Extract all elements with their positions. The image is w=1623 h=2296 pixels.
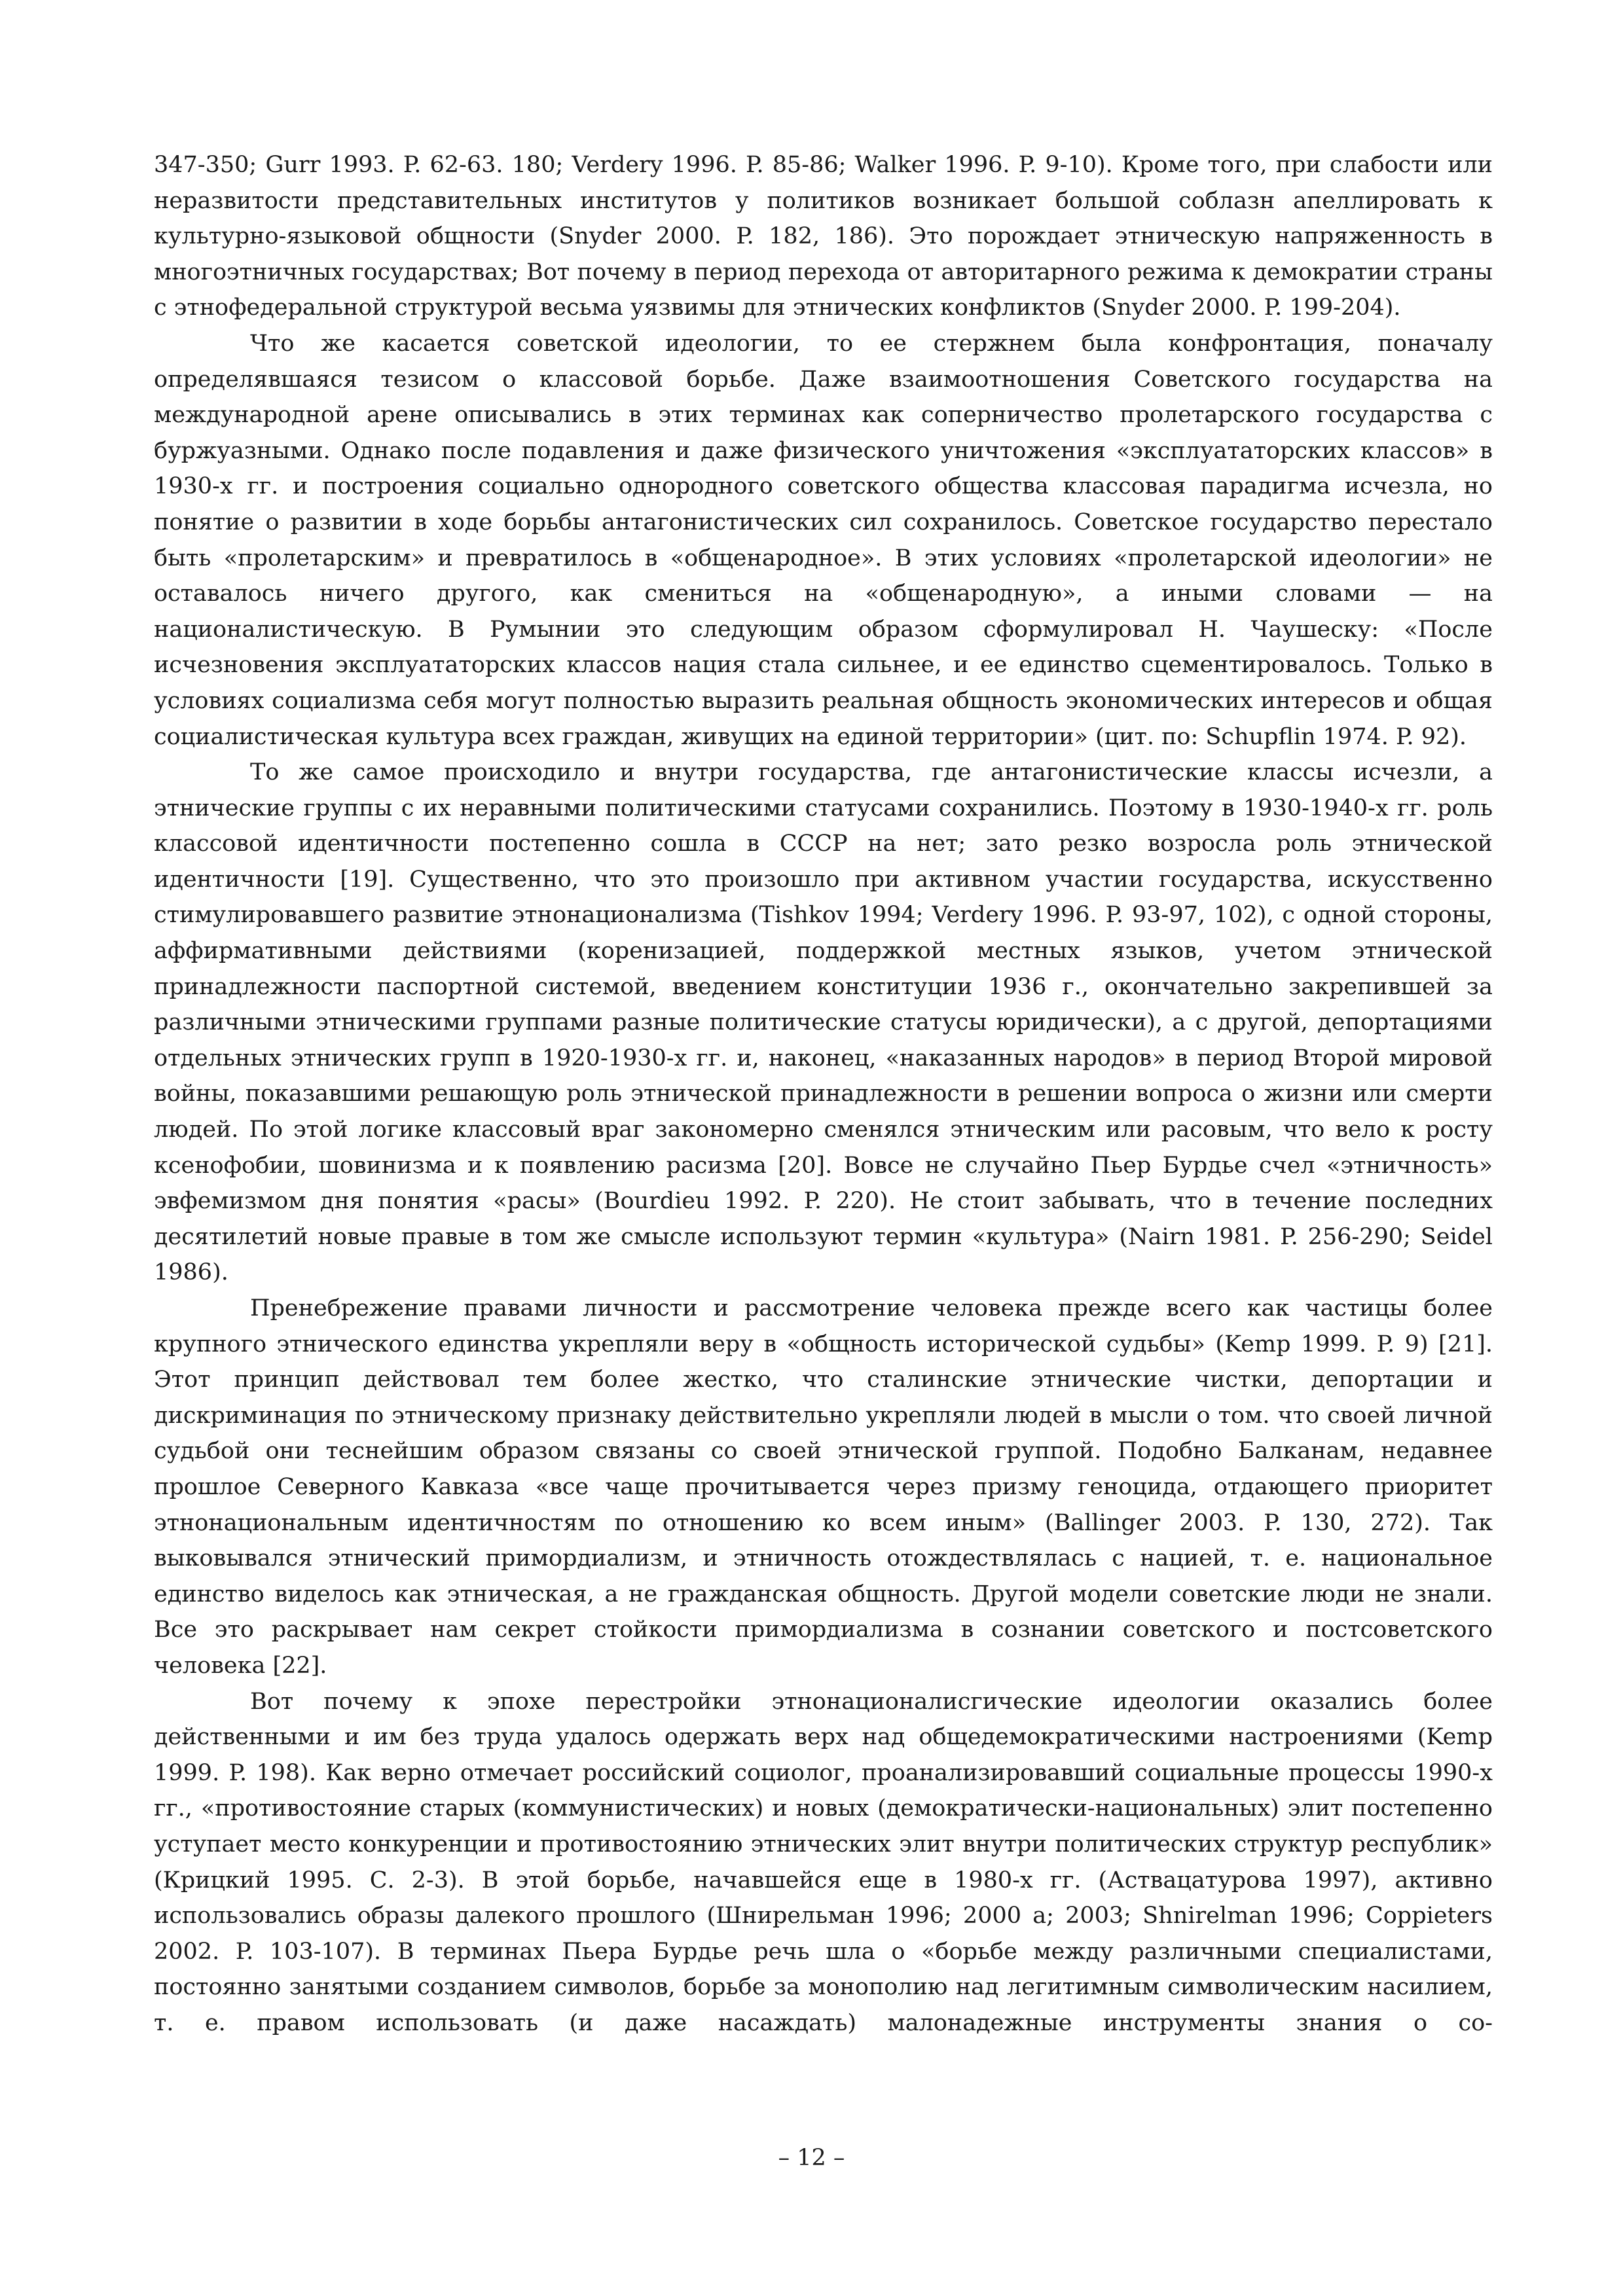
page-number: – 12 –	[778, 2145, 845, 2171]
paragraph-2: Что же касается советской идеологии, то ее стержнем была конфронтация, поначалу определявшаяся тезисом о классовой борьбе. Даже взаимоотношения Советского государства на международной арене описывались в этих терминах как соперничество пролетарского государства с буржуазными. Однако после подавления и даже физического уничтожения «эксплуататорских классов» в 1930-х гг. и построения социально однородного советского общества классовая парадигма исчезла, но понятие о развитии в ходе борьбы антагонистических сил сохранилось. Советское государство перестало быть «пролетарским» и превратилось в «общенародное». В этих условиях «пролетарской идеологии» не оставалось ничего другого, как смениться на «общенародную», а иными словами — на националистическую. В Румынии это следующим образом сформулировал Н. Чаушеску: «После исчезновения эксплуататорских классов нация стала сильнее, и ее единство сцементировалось. Только в условиях социализма себя могут полностью выразить реальная общность экономических интересов и общая социалистическая культура всех граждан, живущих на единой территории» (цит. по: Schupflin 1974. P. 92).	[154, 330, 1493, 750]
paragraph-3: То же самое происходило и внутри государства, где антагонистические классы исчезли, а этнические группы с их неравными политическими статусами сохранились. Поэтому в 1930-1940-х гг. роль классовой идентичности постепенно сошла в СССР на нет; зато резко возросла роль этнической идентичности [19]. Существенно, что это произошло при активном участии государства, искусственно стимулировавшего развитие этнонационализма (Tishkov 1994; Verdery 1996. P. 93-97, 102), с одной стороны, аффирмативными действиями (коренизацией, поддержкой местных языков, учетом этнической принадлежности паспортной системой, введением конституции 1936 г., окончательно закрепившей за различными этническими группами разные политические статусы юридически), а с другой, депортациями отдельных этнических групп в 1920-1930-х гг. и, наконец, «наказанных народов» в период Второй мировой войны, показавшими решающую роль этнической принадлежности в решении вопроса о жизни или смерти людей. По этой логике классовый враг закономерно сменялся этническим или расовым, что вело к росту ксенофобии, шовинизма и к появлению расизма [20]. Вовсе не случайно Пьер Бурдье счел «этничность» эвфемизмом дня понятия «расы» (Bourdieu 1992. P. 220). Не стоит забывать, что в течение последних десятилетий новые правые в том же смысле используют термин «культура» (Nairn 1981. P. 256-290; Seidel 1986).	[154, 759, 1493, 1286]
paragraph-1: 347-350; Gurr 1993. P. 62-63. 180; Verdery 1996. P. 85-86; Walker 1996. P. 9-10). Кроме того, при слабости или неразвитости представительных институтов у политиков возникает большой соблазн апеллировать к культурно-языковой общности (Snyder 2000. P. 182, 186). Это порождает этническую напряженность в многоэтничных государствах; Вот почему в период перехода от авторитарного режима к демократии страны с этнофедеральной структурой весьма уязвимы для этнических конфликтов (Snyder 2000. P. 199-204).	[154, 152, 1493, 321]
document-body	[154, 147, 1493, 2041]
paragraph-4: Пренебрежение правами личности и рассмотрение человека прежде всего как частицы более крупного этнического единства укрепляли веру в «общность исторической судьбы» (Kemp 1999. P. 9) [21]. Этот принцип действовал тем более жестко, что сталинские этнические чистки, депортации и дискриминация по этническому признаку действительно укрепляли людей в мысли о том. что своей личной судьбой они теснейшим образом связаны со своей этнической группой. Подобно Балканам, недавнее прошлое Северного Кавказа «все чаще прочитывается через призму геноцида, отдающего приоритет этнонациональным идентичностям по отношению ко всем иным» (Ballinger 2003. P. 130, 272). Так выковывался этнический примордиализм, и этничность отождествлялась с нацией, т. е. национальное единство виделось как этническая, а не гражданская общность. Другой модели советские люди не знали. Все это раскрывает нам секрет стойкости примордиализма в сознании советского и постсоветского человека [22].	[154, 1295, 1493, 1679]
paragraph-5: Вот почему к эпохе перестройки этнонационалисгические идеологии оказались более действенными и им без труда удалось одержать верх над общедемократическими настроениями (Kemp 1999. P. 198). Как верно отмечает российский социолог, проанализировавший социальные процессы 1990-х гг., «противостояние старых (коммунистических) и новых (демократически-национальных) элит постепенно уступает место конкуренции и противостоянию этнических элит внутри политических структур республик» (Крицкий 1995. С. 2-3). В этой борьбе, начавшейся еще в 1980-х гг. (Аствацатурова 1997), активно использовались образы далекого прошлого (Шнирельман 1996; 2000 а; 2003; Shnirelman 1996; Coppieters 2002. P. 103-107). В терминах Пьера Бурдье речь шла о «борьбе между различными специалистами, постоянно занятыми созданием символов, борьбе за монополию над легитимным символическим насилием, т. е. правом использовать (и даже насаждать) малонадежные инструменты знания о со-	[154, 1688, 1493, 2036]
